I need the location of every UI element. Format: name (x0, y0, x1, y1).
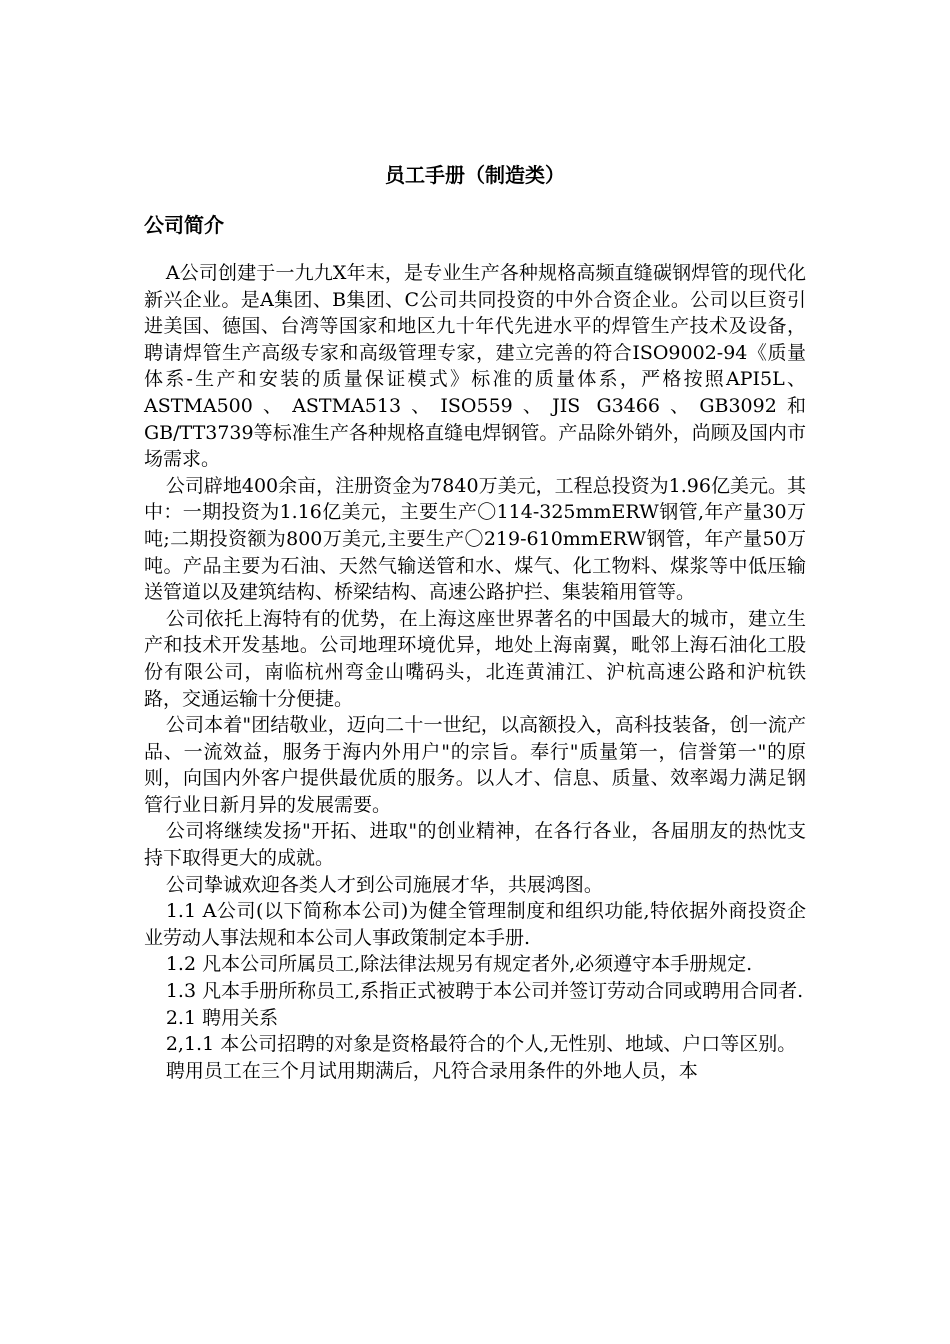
paragraph-intro: A公司创建于一九九X年末，是专业生产各种规格高频直缝碳钢焊管的现代化新兴企业。是A集团、B集团、C公司共同投资的中外合资企业。公司以巨资引进美国、德国、台湾等国家和地区九十年代先进水平的焊管生产技术及设备，聘请焊管生产高级专家和高级管理专家，建立完善的符合ISO9002-94《质量体系-生产和安装的质量保证模式》标准的质量体系，严格按照API5L、ASTMA500、ASTMA513、ISO559、JIS G3466、GB3092和GB/TT3739等标准生产各种规格直缝电焊钢管。产品除外销外，尚顾及国内市场需求。 (144, 262, 806, 471)
section-heading: 公司简介 (144, 213, 224, 237)
paragraph-investment: 公司辟地400余亩，注册资金为7840万美元，工程总投资为1.96亿美元。其中：一期投资为1.16亿美元，主要生产〇114-325mmERW钢管,年产量30万吨;二期投资额为800万美元,主要生产〇219-610mmERW钢管，年产量50万吨。产品主要为石油、天然气输送管和水、煤气、化工物料、煤浆等中低压输送管道以及建筑结构、桥梁结构、高速公路护拦、集装箱用管等。 (144, 474, 806, 604)
paragraph-mission: 公司本着"团结敬业，迈向二十一世纪，以高额投入，高科技装备，创一流产品、一流效益，服务于海内外用户"的宗旨。奉行"质量第一，信誉第一"的原则，向国内外客户提供最优质的服务。以人才、信息、质量、效率竭力满足钢管行业日新月异的发展需要。 (144, 714, 806, 816)
clause-1-3: 1.3 凡本手册所称员工,系指正式被聘于本公司并签订劳动合同或聘用合同者. (165, 980, 804, 1003)
clause-1-1: 1.1 A公司(以下简称本公司)为健全管理制度和组织功能,特依据外商投资企业劳动人事法规和本公司人事政策制定本手册. (144, 900, 806, 949)
paragraph-spirit: 公司将继续发扬"开拓、进取"的创业精神，在各行各业，各届朋友的热忱支持下取得更大的成就。 (144, 820, 806, 870)
clause-2-1-1: 2,1.1 本公司招聘的对象是资格最符合的个人,无性别、地域、户口等区别。 (165, 1033, 797, 1056)
paragraph-probation: 聘用员工在三个月试用期满后，凡符合录用条件的外地人员，本 (165, 1059, 698, 1082)
document-body (144, 260, 806, 1084)
paragraph-location: 公司依托上海特有的优势，在上海这座世界著名的中国最大的城市，建立生产和技术开发基地。公司地理环境优异，地处上海南翼，毗邻上海石油化工股份有限公司，南临杭州弯金山嘴码头，北连黄浦江、沪杭高速公路和沪杭铁路，交通运输十分便捷。 (144, 607, 806, 710)
clause-2-1-heading: 2.1 聘用关系 (165, 1006, 279, 1029)
document-title: 员工手册（制造类） (385, 163, 565, 187)
paragraph-welcome: 公司挚诚欢迎各类人才到公司施展才华，共展鸿图。 (165, 873, 603, 896)
clause-1-2: 1.2 凡本公司所属员工,除法律法规另有规定者外,必须遵守本手册规定. (165, 953, 753, 976)
